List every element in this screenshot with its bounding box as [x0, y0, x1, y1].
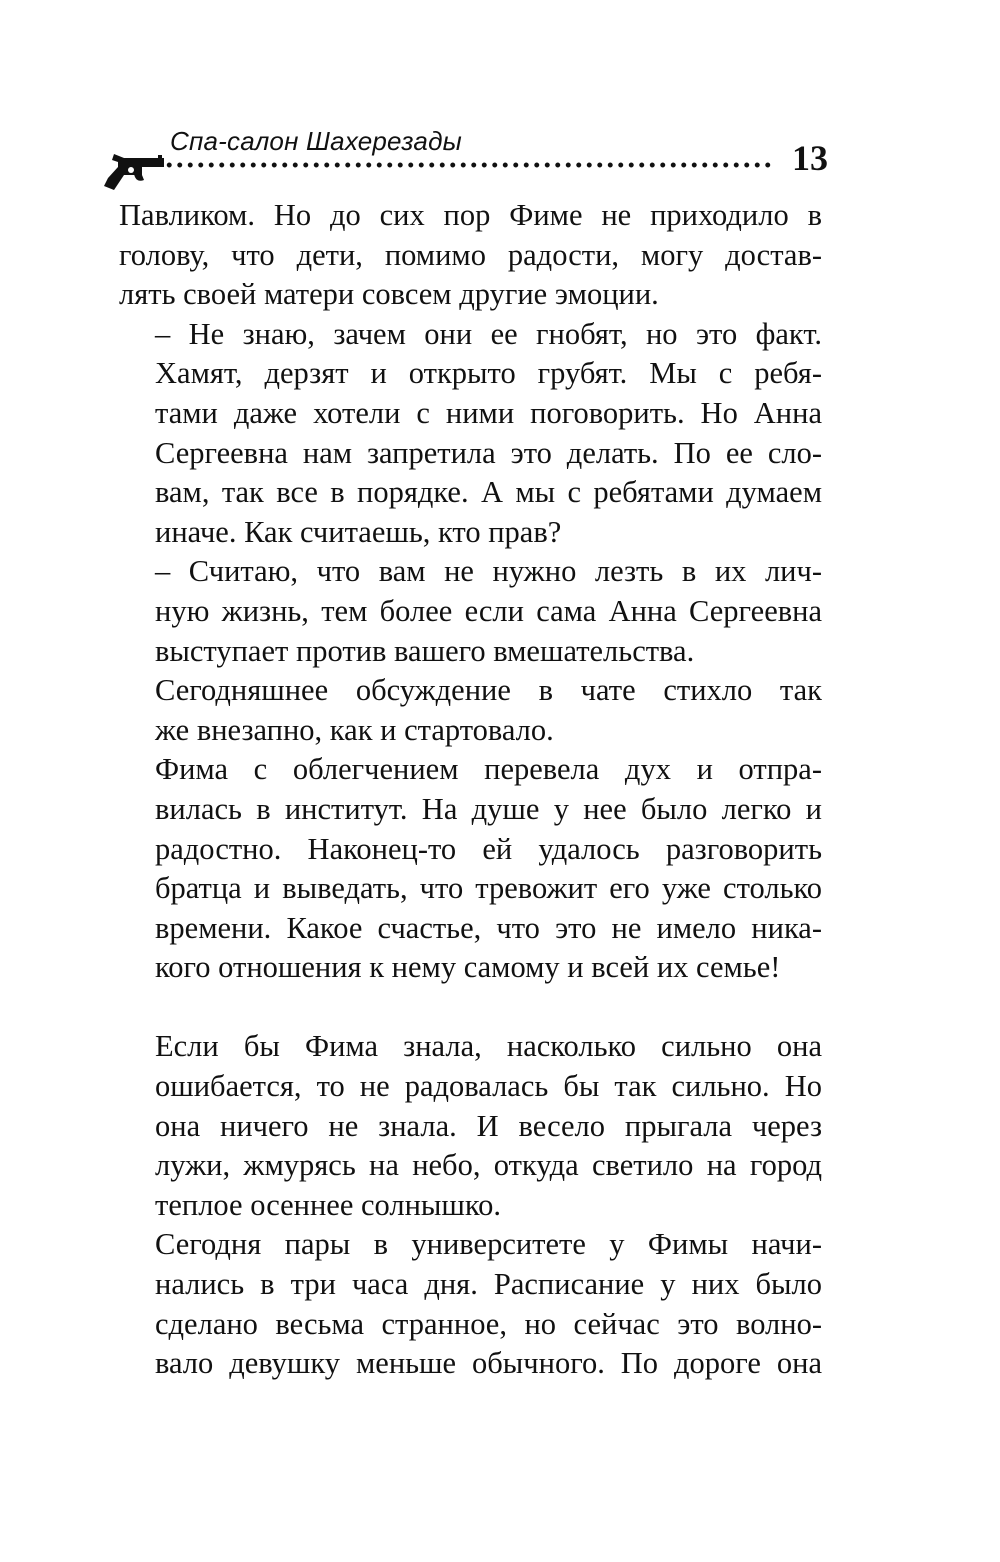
- text-line: выступает против вашего вмешательства.: [155, 633, 695, 668]
- text-line: вилась в институт. На душе у нее было легко и: [155, 791, 822, 826]
- text-line: вам, так все в порядке. А мы с ребятами думаем: [155, 475, 822, 510]
- book-title: Спа-салон Шахерезады: [170, 126, 462, 156]
- text-line: теплое осеннее солнышко.: [155, 1187, 502, 1222]
- text-line: Если бы Фима знала, насколько сильно она: [155, 1029, 822, 1064]
- text-line: ную жизнь, тем более если сама Анна Сергеевна: [155, 593, 822, 628]
- paragraph: [119, 671, 822, 750]
- paragraph: [119, 1027, 822, 1225]
- text-line: лужи, жмурясь на небо, откуда светило на город: [155, 1148, 822, 1183]
- text-line: лять своей матери совсем другие эмоции.: [119, 277, 659, 312]
- text-line: же внезапно, как и стартовало.: [155, 712, 554, 747]
- paragraph: [119, 196, 822, 315]
- text-line: – Не знаю, зачем они ее гнобят, но это факт.: [155, 316, 822, 351]
- text-line: тами даже хотели с ними поговорить. Но Анна: [155, 395, 822, 430]
- paragraph: [119, 750, 822, 988]
- body-text: [119, 196, 822, 1384]
- paragraph: [119, 1225, 822, 1383]
- text-line: вало девушку меньше обычного. По дороге она: [155, 1346, 822, 1381]
- text-line: Фима с облегчением перевела дух и отпра-: [155, 752, 822, 787]
- text-line: братца и выведать, что тревожит его уже столько: [155, 871, 822, 906]
- text-line: времени. Какое счастье, что это не имело ника-: [155, 910, 822, 945]
- text-line: ошибается, то не радовалась бы так сильно. Но: [155, 1069, 822, 1104]
- text-line: радостно. Наконец-то ей удалось разговорить: [155, 831, 822, 866]
- paragraph: [119, 552, 822, 671]
- text-line: она ничего не знала. И весело прыгала через: [155, 1108, 822, 1143]
- dotted-leader: [164, 158, 774, 172]
- text-line: Сергеевна нам запретила это делать. По ее сло-: [155, 435, 822, 470]
- running-header: [104, 126, 828, 196]
- text-line: – Считаю, что вам не нужно лезть в их лич-: [155, 554, 822, 589]
- text-line: Сегодняшнее обсуждение в чате стихло так: [155, 673, 822, 708]
- text-line: нались в три часа дня. Расписание у них было: [155, 1267, 822, 1302]
- paragraph: [119, 315, 822, 553]
- text-line: Павликом. Но до сих пор Фиме не приходило в: [119, 198, 822, 232]
- text-line: Сегодня пары в университете у Фимы начи-: [155, 1227, 822, 1262]
- revolver-icon: [104, 152, 168, 192]
- text-line: голову, что дети, помимо радости, могу достав-: [119, 237, 822, 272]
- text-line: кого отношения к нему самому и всей их семье!: [155, 950, 781, 985]
- text-line: иначе. Как считаешь, кто прав?: [155, 514, 562, 549]
- text-line: сделано весьма странное, но сейчас это волно-: [155, 1306, 822, 1341]
- text-line: Хамят, дерзят и открыто грубят. Мы с ребя-: [155, 356, 822, 391]
- page-number: 13: [792, 138, 828, 178]
